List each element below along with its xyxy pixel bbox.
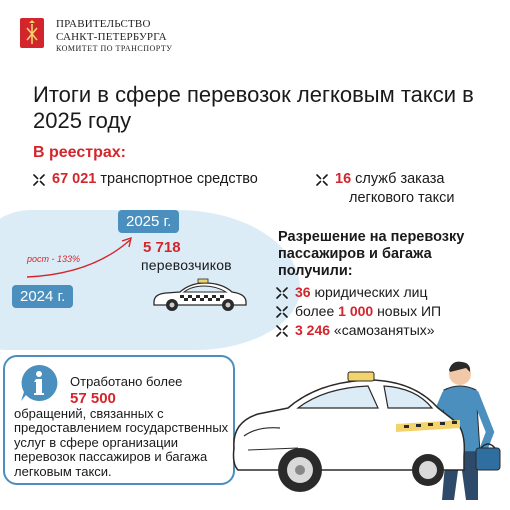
cross-bullet-icon: [276, 325, 288, 337]
organization-name: [56, 18, 172, 53]
permit-item-selfemployed: [276, 321, 435, 339]
org-line-1: ПРАВИТЕЛЬСТВО: [56, 18, 151, 30]
legal-label: юридических лиц: [310, 284, 428, 300]
cross-bullet-icon: [276, 306, 288, 318]
info-body: обращений, связанных с предоставлением государственных услуг в сфере организации перевозок пассажиров и багажа легковым такси.: [14, 405, 229, 479]
taxi-car: [234, 372, 465, 492]
legal-count: 36: [295, 284, 311, 300]
selfemployed-label: «самозанятых»: [330, 322, 435, 338]
year-2025-badge: 2025 г.: [118, 210, 179, 233]
registries-heading: В реестрах:: [33, 144, 126, 161]
registry-services: [316, 170, 454, 208]
vehicles-count: 67 021: [52, 171, 97, 187]
small-taxi-icon: [150, 278, 250, 312]
cross-bullet-icon: [33, 174, 45, 186]
info-text: [14, 375, 229, 479]
selfemployed-count: 3 246: [295, 322, 331, 338]
carriers-count: 5 718: [143, 239, 181, 256]
ip-count: 1 000: [338, 303, 374, 319]
permits-heading: Разрешение на перевозку пассажиров и багажа получили:: [278, 229, 465, 279]
permit-item-ip: [276, 302, 441, 320]
permit-item-legal: [276, 283, 428, 301]
services-label: служб заказа: [355, 171, 445, 187]
registry-vehicles: [33, 170, 258, 189]
carriers-label: перевозчиков: [141, 257, 232, 273]
org-line-3: КОМИТЕТ ПО ТРАНСПОРТУ: [56, 44, 173, 54]
growth-label: рост - 133%: [27, 254, 81, 264]
services-count: 16: [335, 171, 352, 187]
ip-label: новых ИП: [373, 303, 442, 319]
info-lead: Отработано более: [70, 374, 183, 389]
cross-bullet-icon: [316, 174, 328, 186]
services-label-2: легкового такси: [349, 190, 455, 206]
taxi-with-passenger-illustration: [228, 352, 506, 502]
page-title: Итоги в сфере перевозок легковым такси в 2025 году: [33, 82, 474, 133]
vehicles-label: транспортное средство: [100, 171, 258, 187]
year-2024-badge: 2024 г.: [12, 285, 73, 308]
ip-prefix: более: [295, 303, 339, 319]
cross-bullet-icon: [276, 287, 288, 299]
header: [20, 18, 172, 53]
coat-of-arms-icon: [20, 18, 44, 48]
org-line-2: САНКТ-ПЕТЕРБУРГА: [56, 30, 167, 43]
appeals-count: 57 500: [70, 389, 116, 407]
